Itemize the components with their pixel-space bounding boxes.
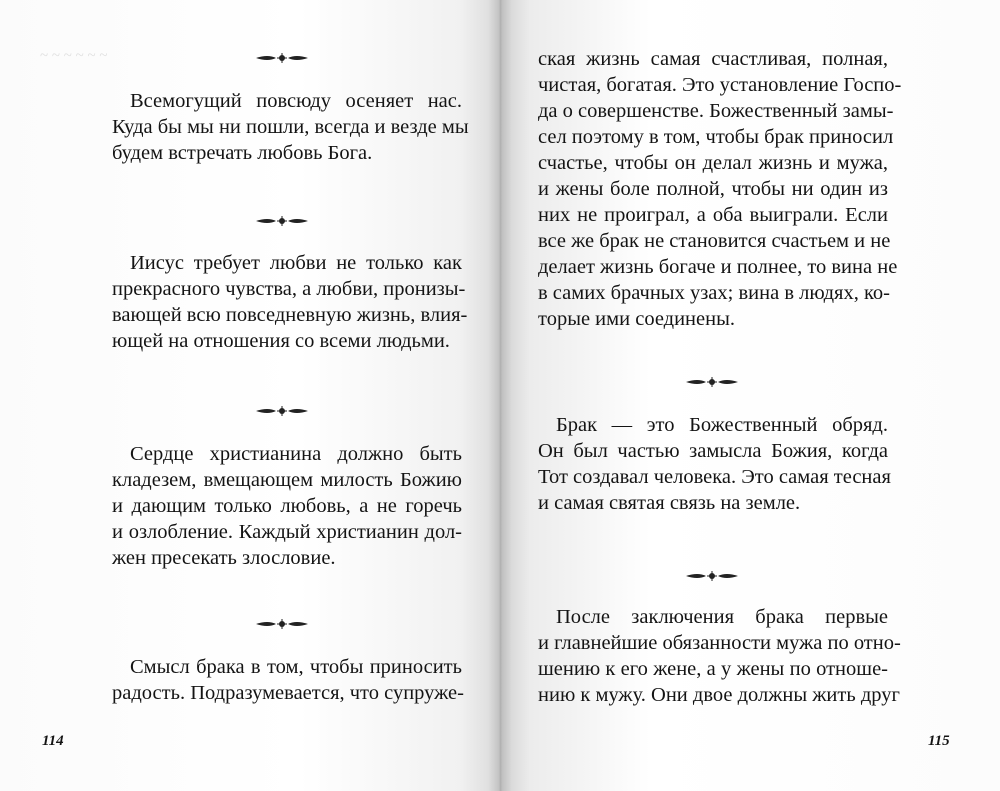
text-line: будем встречать любовь Бога. <box>112 142 373 164</box>
right-page <box>500 0 1000 791</box>
text-line: нию к мужу. Они двое должны жить друг <box>538 684 900 706</box>
text-line: в самих брачных узах; вина в людях, ко- <box>538 282 890 304</box>
text-line: сел поэтому в том, чтобы брак приносил <box>538 126 894 148</box>
text-line: делает жизнь богаче и полнее, то вина не <box>538 256 898 278</box>
text-line: радость. Подразумевается, что супруже- <box>112 682 464 704</box>
fleuron-divider-icon <box>254 618 310 630</box>
text-line: шению к его жене, а у жены по отноше- <box>538 658 888 680</box>
fleuron-divider-icon <box>254 52 310 64</box>
text-line: Сердце христианина должно быть <box>130 443 462 465</box>
fleuron-divider-icon <box>254 215 310 227</box>
text-line: все же брак не становится счастьем и не <box>538 230 891 252</box>
text-line: вающей всю повседневную жизнь, влия- <box>112 304 468 326</box>
text-line: кладезем, вмещающем милость Божию <box>112 469 462 491</box>
text-line: и самая святая связь на земле. <box>538 492 801 514</box>
book-gutter <box>488 0 512 791</box>
text-line: жен пресекать злословие. <box>112 547 336 569</box>
text-line: Куда бы мы ни пошли, всегда и везде мы <box>112 116 469 138</box>
page-number: 114 <box>42 733 64 749</box>
text-line: и главнейшие обязанности мужа по отно- <box>538 632 901 654</box>
fleuron-divider-icon <box>254 405 310 417</box>
text-line: счастье, чтобы он делал жизнь и мужа, <box>538 152 888 174</box>
text-line: чистая, богатая. Это установление Госпо- <box>538 74 902 96</box>
text-line: Он был частью замысла Божия, когда <box>538 440 888 462</box>
text-line: Иисус требует любви не только как <box>130 252 462 274</box>
fleuron-divider-icon <box>684 376 740 388</box>
page-number: 115 <box>928 733 950 749</box>
text-line: торые ими соединены. <box>538 308 735 330</box>
text-line: Тот создавал человека. Это самая тесная <box>538 466 891 488</box>
text-line: Всемогущий повсюду осеняет нас. <box>130 90 462 112</box>
text-line: и дающим только любовь, а не горечь <box>112 495 462 517</box>
text-line: ская жизнь самая счастливая, полная, <box>538 48 888 70</box>
text-line: и озлобление. Каждый христианин дол- <box>112 521 462 543</box>
text-line: да о совершенстве. Божественный замы- <box>538 100 894 122</box>
show-through: ~ ~ ~ ~ ~ ~ <box>40 48 108 64</box>
text-line: прекрасного чувства, а любви, пронизы- <box>112 278 466 300</box>
text-line: После заключения брака первые <box>556 606 888 628</box>
text-line: и жены боле полной, чтобы ни один из <box>538 178 888 200</box>
text-line: них не проиграл, а оба выиграли. Если <box>538 204 888 226</box>
fleuron-divider-icon <box>684 570 740 582</box>
text-line: Брак — это Божественный обряд. <box>556 414 888 436</box>
text-line: ющей на отношения со всеми людьми. <box>112 330 450 352</box>
text-line: Смысл брака в том, чтобы приносить <box>130 656 462 678</box>
